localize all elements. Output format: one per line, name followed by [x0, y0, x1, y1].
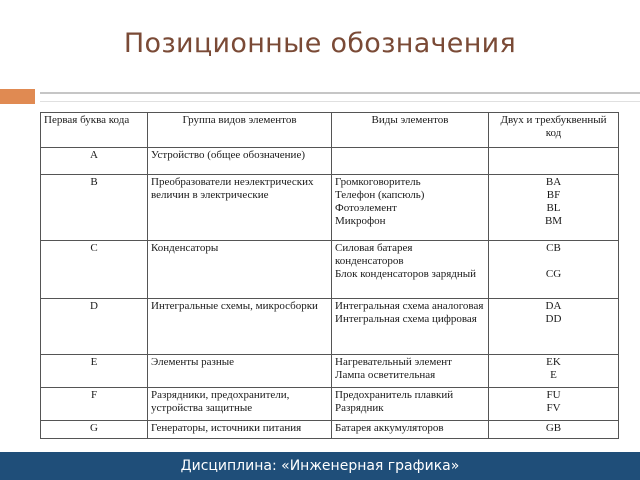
- table-row: [41, 355, 619, 388]
- code-item: EK: [546, 356, 561, 368]
- header-group: Группа видов элементов: [148, 113, 332, 148]
- table-row: [41, 388, 619, 421]
- cell-code: [489, 241, 619, 299]
- cell-group: Конденсаторы: [148, 241, 332, 299]
- footer-banner: Дисциплина: «Инженерная графика»: [0, 452, 640, 480]
- cell-first-letter: D: [41, 299, 148, 355]
- kind-item: Интегральная схема цифровая: [335, 312, 477, 325]
- cell-kinds: [332, 241, 489, 299]
- slide-title: Позиционные обозначения: [123, 28, 517, 59]
- cell-kinds: [332, 148, 489, 175]
- cell-kinds: [332, 299, 489, 355]
- cell-first-letter: A: [41, 148, 148, 175]
- header-code: Двух и трехбуквенный код: [489, 113, 619, 148]
- divider-line-thin: [40, 101, 640, 102]
- code-item: DD: [545, 312, 562, 325]
- cell-code: [489, 388, 619, 421]
- cell-group: Устройство (общее обозначение): [148, 148, 332, 175]
- cell-kinds: [332, 421, 489, 439]
- cell-group: Преобразователи неэлектрических величин в электрические: [148, 175, 332, 241]
- cell-first-letter: C: [41, 241, 148, 299]
- cell-code: [489, 175, 619, 241]
- kind-item: Микрофон: [335, 214, 386, 227]
- code-item: BA: [545, 176, 562, 188]
- cell-code: [489, 355, 619, 388]
- code-item: [492, 255, 615, 268]
- table-row: [41, 421, 619, 439]
- kind-item: Нагревательный элемент: [335, 356, 452, 368]
- kind-item: Разрядник: [335, 401, 384, 414]
- kind-item: Батарея аккумуляторов: [335, 422, 444, 434]
- designation-table: [40, 112, 619, 439]
- kind-item: Лампа осветительная: [335, 368, 436, 381]
- kind-item: Блок конденсаторов зарядный: [335, 267, 477, 280]
- table-row: [41, 241, 619, 299]
- cell-group: Генераторы, источники питания: [148, 421, 332, 439]
- cell-kinds: [332, 355, 489, 388]
- kind-item: Интегральная схема аналоговая: [335, 300, 484, 312]
- cell-code: [489, 421, 619, 439]
- divider-line: [40, 92, 640, 94]
- cell-first-letter: E: [41, 355, 148, 388]
- kind-item: Телефон (капсюль): [335, 188, 425, 201]
- kind-item: Предохранитель плавкий: [335, 389, 454, 401]
- code-item: CB: [546, 242, 561, 254]
- kind-item: конденсаторов: [335, 254, 404, 267]
- code-item: GB: [545, 422, 562, 434]
- header-first-letter: Первая буква кода: [41, 113, 148, 148]
- kind-item: Силовая батарея: [335, 242, 413, 254]
- code-item: CG: [545, 267, 562, 280]
- code-item: FV: [546, 401, 561, 414]
- kind-item: Громкоговоритель: [335, 176, 421, 188]
- code-item: BM: [544, 214, 563, 227]
- table-header-row: [41, 113, 619, 148]
- cell-kinds: [332, 175, 489, 241]
- table-row: [41, 175, 619, 241]
- cell-kinds: [332, 388, 489, 421]
- header-kinds: Виды элементов: [332, 113, 489, 148]
- cell-code: [489, 299, 619, 355]
- cell-code: [489, 148, 619, 175]
- cell-first-letter: B: [41, 175, 148, 241]
- cell-group: Интегральные схемы, микросборки: [148, 299, 332, 355]
- cell-first-letter: G: [41, 421, 148, 439]
- code-item: BF: [546, 188, 561, 201]
- code-item: BL: [546, 201, 561, 214]
- cell-group: Элементы разные: [148, 355, 332, 388]
- code-item: FU: [546, 389, 561, 401]
- table-row: [41, 148, 619, 175]
- code-item: E: [550, 368, 557, 381]
- cell-first-letter: F: [41, 388, 148, 421]
- code-item: DA: [545, 300, 562, 312]
- kind-item: Фотоэлемент: [335, 201, 397, 214]
- accent-bar: [0, 89, 35, 104]
- cell-group: Разрядники, предохранители, устройства защитные: [148, 388, 332, 421]
- table-row: [41, 299, 619, 355]
